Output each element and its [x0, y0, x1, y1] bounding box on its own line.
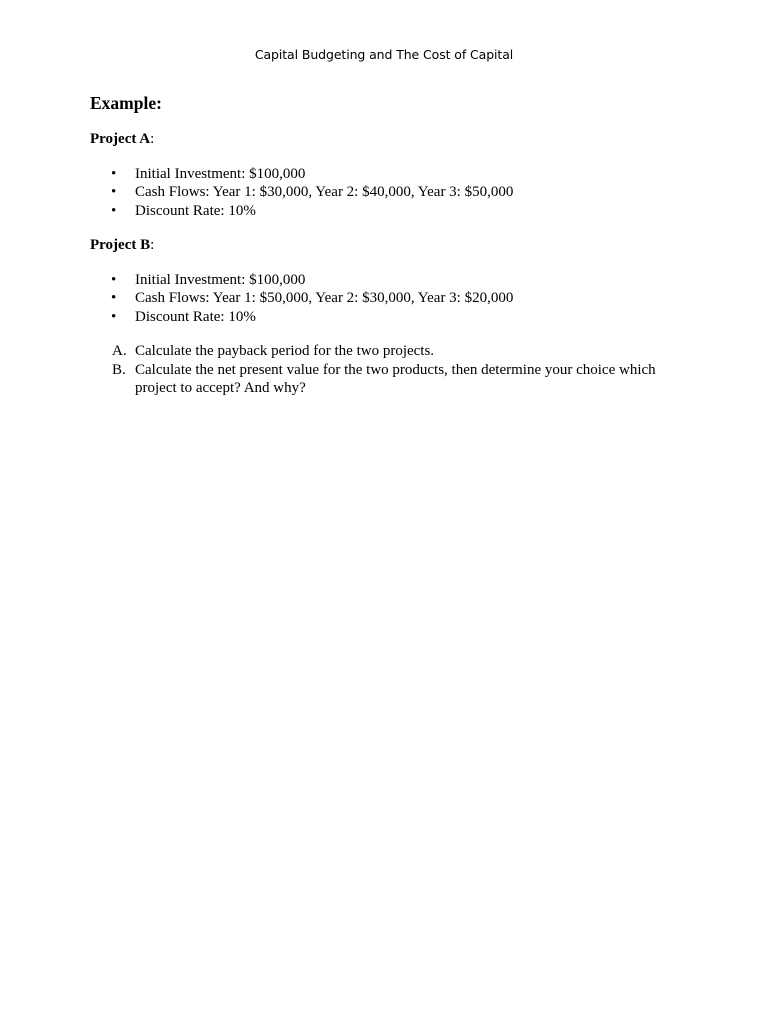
- project-a-details: [90, 165, 690, 221]
- list-item-text: Discount Rate: 10%: [135, 202, 256, 219]
- question-item: [90, 361, 665, 398]
- list-item: [90, 271, 690, 290]
- bullet-icon: •: [111, 184, 117, 200]
- list-item-text: Discount Rate: 10%: [135, 308, 256, 325]
- bullet-icon: •: [111, 202, 117, 219]
- project-a-heading: [90, 130, 690, 149]
- project-a-name: Project A: [90, 131, 151, 147]
- list-item: [90, 289, 690, 308]
- example-heading: Example:: [90, 93, 162, 113]
- question-list: [90, 342, 690, 398]
- project-b-name: Project B: [90, 237, 151, 253]
- bullet-icon: •: [111, 290, 117, 306]
- question-text: Calculate the net present value for the two products, then determine your choice which project to accept? And why?: [135, 361, 656, 396]
- list-item-text: Cash Flows: Year 1: $30,000, Year 2: $40,000, Year 3: $50,000: [135, 184, 514, 200]
- bullet-icon: •: [111, 165, 117, 182]
- project-a-colon: :: [150, 131, 155, 147]
- list-item: [90, 183, 690, 202]
- project-b-heading: [90, 236, 690, 255]
- question-text: Calculate the payback period for the two projects.: [135, 343, 435, 359]
- question-marker: B.: [112, 361, 126, 378]
- list-item-text: Cash Flows: Year 1: $50,000, Year 2: $30,000, Year 3: $20,000: [135, 290, 514, 306]
- list-item-text: Initial Investment: $100,000: [135, 271, 306, 288]
- project-b-details: [90, 271, 690, 327]
- project-b-colon: :: [150, 237, 155, 253]
- list-item: [90, 165, 690, 184]
- list-item-text: Initial Investment: $100,000: [135, 165, 306, 182]
- page-header: Capital Budgeting and The Cost of Capital: [254, 47, 514, 62]
- document-body: [90, 92, 690, 398]
- question-item: [90, 342, 665, 361]
- bullet-icon: •: [111, 271, 117, 288]
- list-item: [90, 308, 690, 327]
- question-marker: A.: [112, 343, 127, 359]
- bullet-icon: •: [111, 308, 117, 325]
- list-item: [90, 202, 690, 221]
